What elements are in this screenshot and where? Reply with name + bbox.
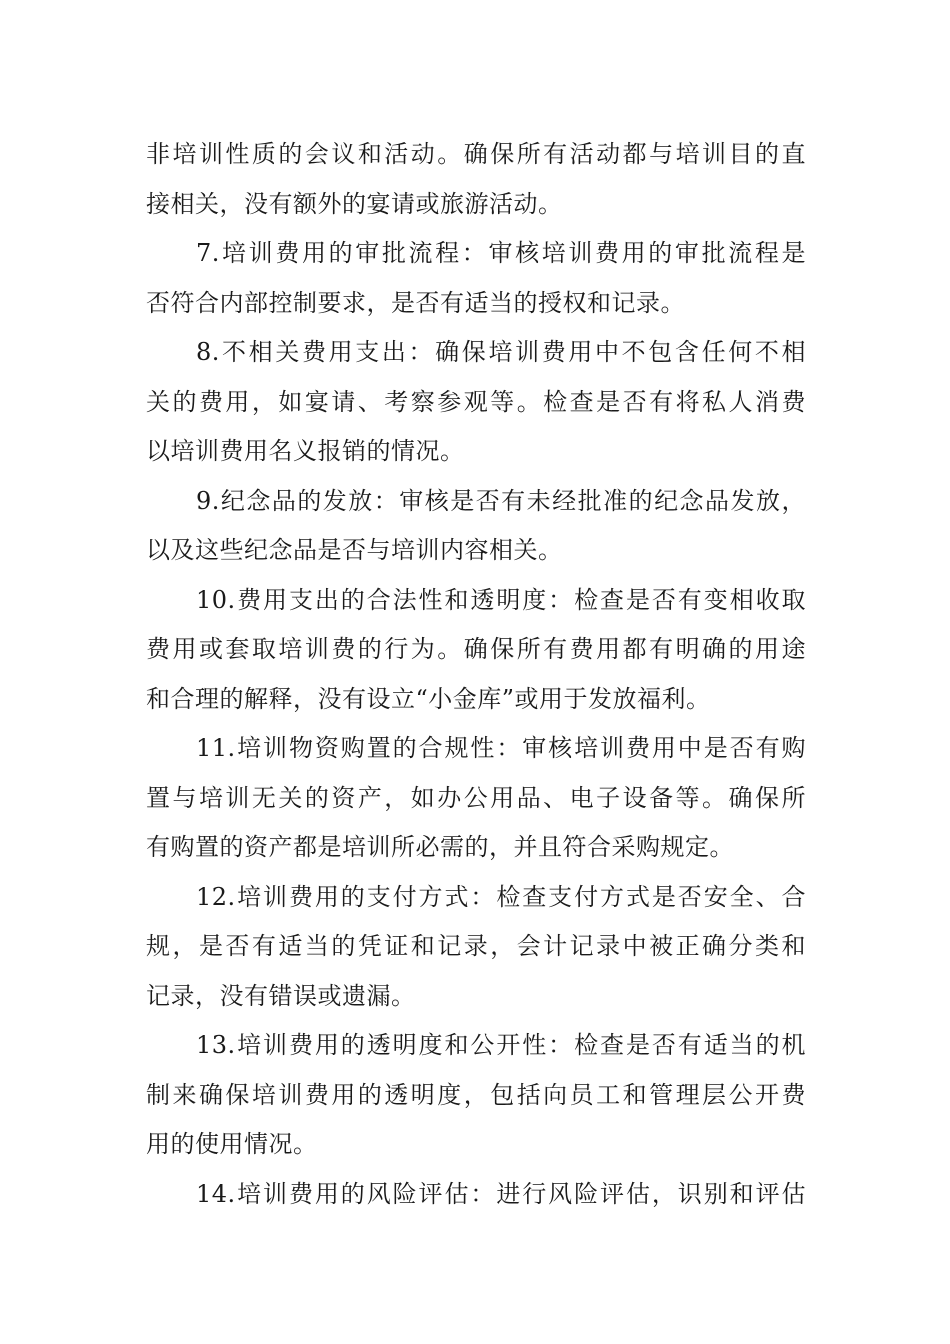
text-line: 以培训费用名义报销的情况。	[146, 437, 465, 465]
text-line: 9.纪念品的发放：审核是否有未经批准的纪念品发放，	[196, 486, 806, 515]
text-line: 14.培训费用的风险评估：进行风险评估，识别和评估	[196, 1179, 806, 1208]
text-line: 有购置的资产都是培训所必需的，并且符合采购规定。	[146, 833, 734, 861]
text-line: 制来确保培训费用的透明度，包括向员工和管理层公开费	[146, 1080, 806, 1109]
text-line: 用的使用情况。	[146, 1130, 318, 1158]
text-line: 规，是否有适当的凭证和记录，会计记录中被正确分类和	[146, 932, 806, 960]
document-body	[146, 130, 806, 1219]
text-line: 以及这些纪念品是否与培训内容相关。	[146, 536, 563, 564]
text-line: 关的费用，如宴请、考察参观等。检查是否有将私人消费	[146, 387, 806, 416]
text-line: 否符合内部控制要求，是否有适当的授权和记录。	[146, 288, 685, 317]
text-line: 非培训性质的会议和活动。确保所有活动都与培训目的直	[146, 140, 806, 168]
text-line: 8.不相关费用支出：确保培训费用中不包含任何不相	[196, 338, 806, 366]
text-line: 13.培训费用的透明度和公开性：检查是否有适当的机	[196, 1031, 806, 1059]
text-line: 7.培训费用的审批流程：审核培训费用的审批流程是	[196, 239, 806, 267]
text-line: 10.费用支出的合法性和透明度：检查是否有变相收取	[196, 585, 806, 614]
text-line: 12.培训费用的支付方式：检查支付方式是否安全、合	[196, 882, 806, 911]
text-line: 记录，没有错误或遗漏。	[146, 981, 416, 1010]
text-line: 费用或套取培训费的行为。确保所有费用都有明确的用途	[146, 635, 806, 663]
text-line: 11.培训物资购置的合规性：审核培训费用中是否有购	[196, 734, 806, 762]
text-line: 接相关，没有额外的宴请或旅游活动。	[146, 189, 563, 218]
text-line: 置与培训无关的资产，如办公用品、电子设备等。确保所	[146, 783, 806, 812]
text-line: 和合理的解释，没有设立“小金库”或用于发放福利。	[146, 684, 711, 713]
